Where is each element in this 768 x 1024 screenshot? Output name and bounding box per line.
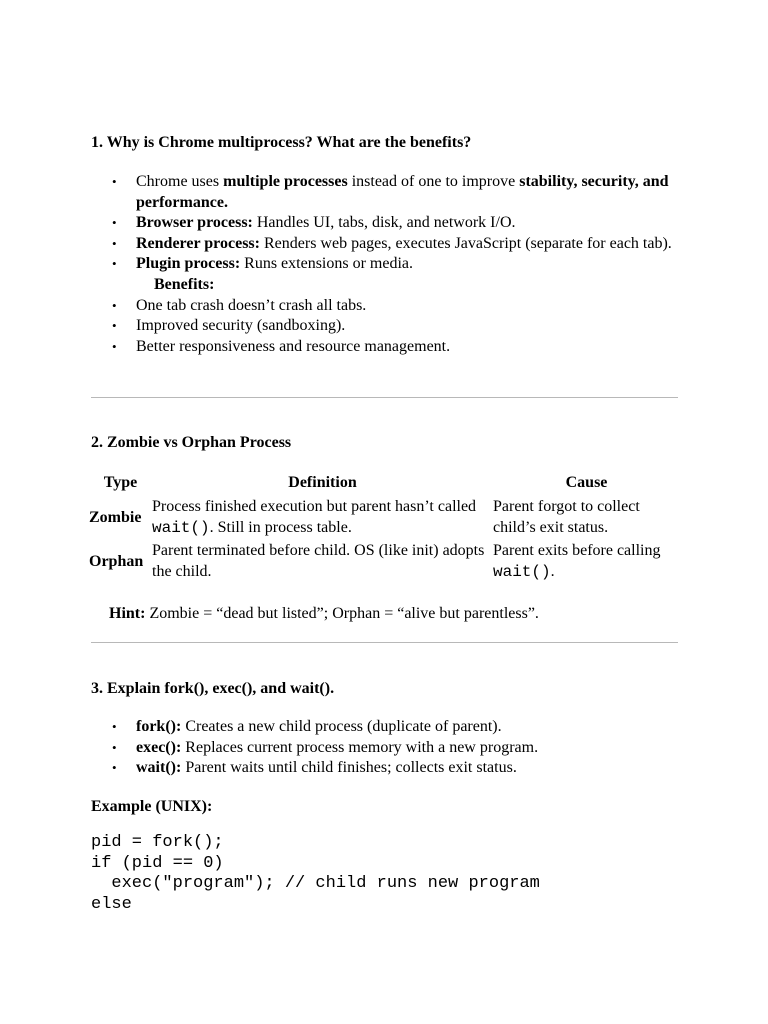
cell-text: . xyxy=(550,563,555,580)
cause-cell xyxy=(493,496,680,540)
section3-heading: 3. Explain fork(), exec(), and wait(). xyxy=(91,680,335,697)
list-item xyxy=(91,738,678,759)
list-item: • Better responsiveness and resource management. xyxy=(91,337,678,358)
table-row xyxy=(89,540,680,584)
item-label: Browser process: xyxy=(136,214,253,232)
hint-text: Zombie = “dead but listed”; Orphan = “alive but parentless”. xyxy=(145,605,539,622)
table-header-cell: Cause xyxy=(565,474,608,491)
list-item xyxy=(91,758,678,779)
chrome-process-list xyxy=(91,172,678,357)
cell-text: Parent forgot to collect child’s exit status. xyxy=(493,498,640,536)
type-cell: Orphan xyxy=(89,553,144,570)
benefits-label: Benefits: xyxy=(154,275,215,293)
list-item xyxy=(91,717,678,738)
type-cell: Zombie xyxy=(89,509,142,526)
hint-label: Hint: xyxy=(109,605,146,622)
item-label: fork(): xyxy=(136,718,182,735)
cell-text: Process finished execution but parent hasn’t called xyxy=(152,498,477,515)
item-text: Replaces current process memory with a new program. xyxy=(181,738,539,756)
table-header-cell: Type xyxy=(103,474,138,491)
item-text: Parent waits until child finishes; collects exit status. xyxy=(181,759,517,777)
inline-code: wait() xyxy=(493,563,551,581)
comparison-table xyxy=(89,472,680,584)
item-text: Runs extensions or media. xyxy=(240,255,414,273)
list-item xyxy=(91,172,678,213)
cell-text: . Still in process table. xyxy=(209,519,352,536)
item-label: wait(): xyxy=(136,759,182,777)
list-item: • One tab crash doesn’t crash all tabs. xyxy=(91,296,678,317)
table-row xyxy=(89,496,680,540)
item-text: Chrome uses xyxy=(136,173,224,190)
code-block: pid = fork(); if (pid == 0) exec("program"); // child runs new program else xyxy=(91,833,540,914)
item-bold: multiple processes xyxy=(223,173,348,190)
table-header-row xyxy=(89,472,680,496)
table-header-cell: Definition xyxy=(288,474,357,491)
item-bold: stability, security, and performance. xyxy=(136,173,669,211)
cause-cell xyxy=(493,540,680,584)
item-label: exec(): xyxy=(136,738,182,756)
definition-cell xyxy=(152,496,493,540)
list-item xyxy=(91,213,678,234)
inline-code: wait() xyxy=(152,519,210,537)
list-item xyxy=(91,234,678,255)
item-text: instead of one to improve xyxy=(347,173,520,190)
item-text: Creates a new child process (duplicate of parent). xyxy=(181,718,502,735)
syscall-list xyxy=(91,717,678,779)
item-text: Handles UI, tabs, disk, and network I/O. xyxy=(252,214,516,232)
list-item xyxy=(91,254,678,275)
cell-text: Parent exits before calling xyxy=(493,542,661,559)
list-item: • Improved security (sandboxing). xyxy=(91,316,678,337)
divider xyxy=(91,397,678,398)
item-text: Renders web pages, executes JavaScript (separate for each tab). xyxy=(259,234,672,252)
section2-heading: 2. Zombie vs Orphan Process xyxy=(91,434,292,451)
example-label: Example (UNIX): xyxy=(91,798,213,815)
divider xyxy=(91,642,678,643)
definition-cell xyxy=(152,540,493,584)
hint-line xyxy=(109,604,539,624)
cell-text: Parent terminated before child. OS (like init) adopts the child. xyxy=(152,542,485,580)
section1-heading: 1. Why is Chrome multiprocess? What are the benefits? xyxy=(91,134,472,151)
item-label: Renderer process: xyxy=(136,234,260,252)
item-label: Plugin process: xyxy=(136,255,241,273)
